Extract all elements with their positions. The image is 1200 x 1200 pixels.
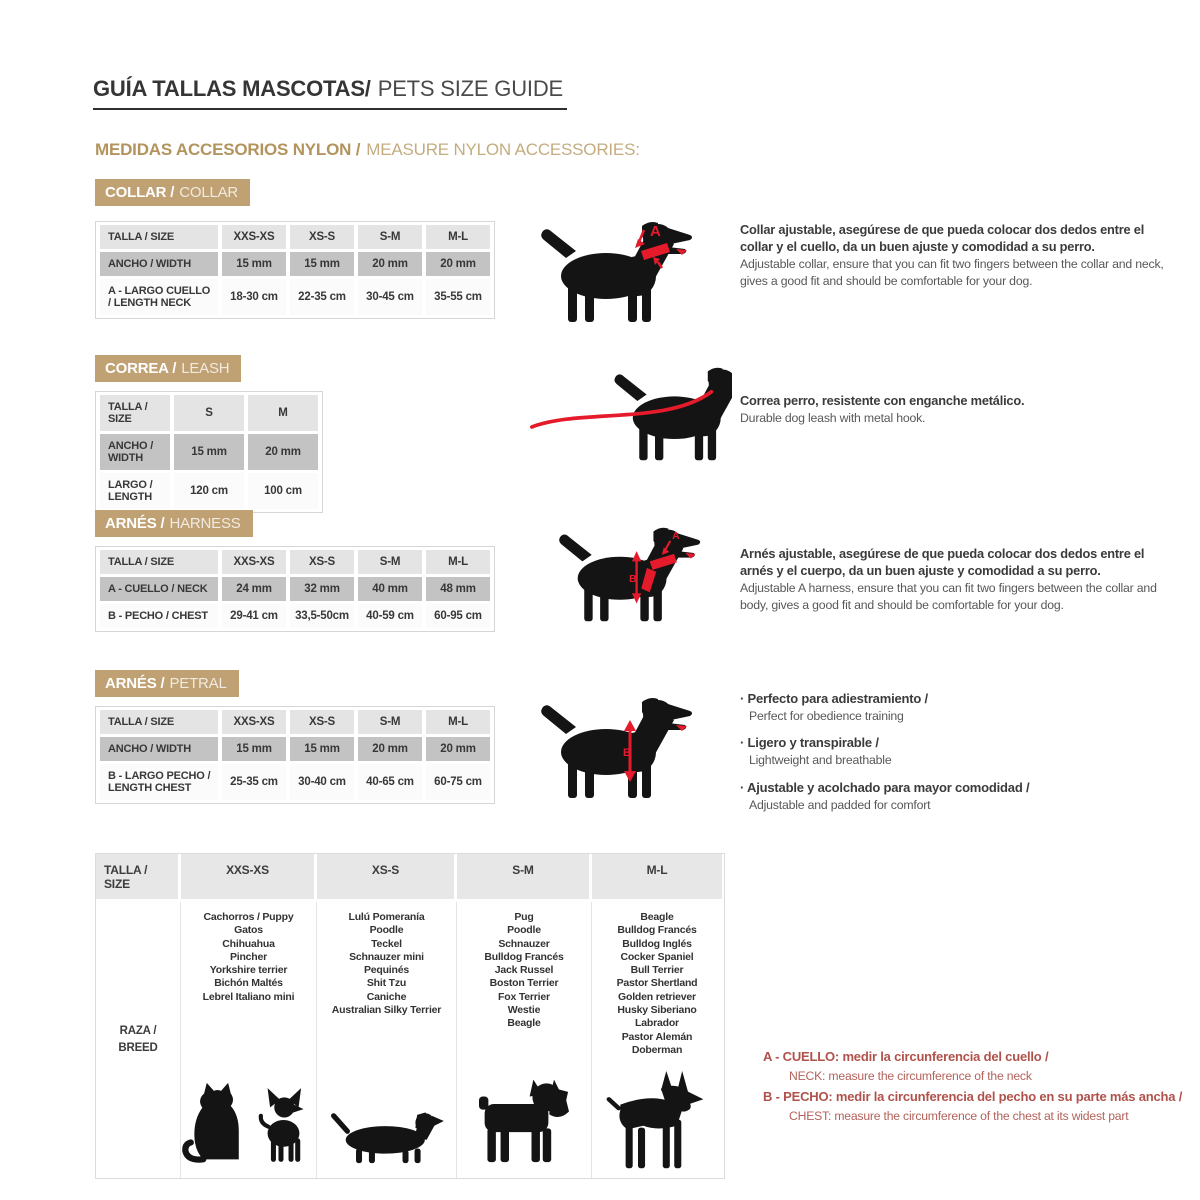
col-header: XS-S	[290, 550, 354, 574]
leash-description	[740, 393, 1180, 427]
row-label: LARGO / LENGTH	[100, 473, 170, 509]
cell-value: 48 mm	[426, 577, 490, 601]
cell-value: 18-30 cm	[222, 279, 286, 315]
table-row	[100, 252, 490, 276]
table-row	[100, 550, 490, 574]
dog-leash-figure	[528, 364, 732, 464]
silhouette-row	[329, 1102, 445, 1164]
page-title-en: PETS SIZE GUIDE	[377, 76, 563, 101]
col-header: S-M	[457, 854, 592, 899]
row-label: ANCHO / WIDTH	[100, 434, 170, 470]
collar-desc-es: Collar ajustable, asegúrese de que pueda colocar dos dedos entre el collar y el cuello, da un buen ajuste y comodidad a su perro.	[740, 222, 1145, 254]
cell-value: 40-59 cm	[358, 604, 422, 628]
note-es: A - CUELLO: medir la circunferencia del cuello /	[763, 1049, 1049, 1064]
breed-list: Lulú Pomeranía Poodle Teckel Schnauzer mini Pequinés Shit Tzu Caniche Australian Silky Terrier	[331, 911, 442, 1017]
cell-value: 25-35 cm	[222, 764, 286, 800]
measure-notes	[763, 1048, 1193, 1128]
page-title-es: GUÍA TALLAS MASCOTAS/	[93, 76, 371, 101]
cell-value: 20 mm	[248, 434, 318, 470]
cell-value: 20 mm	[358, 252, 422, 276]
leash-section-badge	[95, 355, 241, 382]
petral-feature-list	[740, 691, 1180, 824]
cell-value: 30-45 cm	[358, 279, 422, 315]
harness-desc-es: Arnés ajustable, asegúrese de que pueda colocar dos dedos entre el arnés y el cuerpo, da un buen ajuste y comodidad a su perro.	[740, 546, 1145, 578]
col-header: XXS-XS	[222, 710, 286, 734]
silhouette-row	[606, 1071, 708, 1170]
arrowhead-icon	[624, 720, 636, 731]
col-header: M	[248, 395, 318, 431]
neck-marker-label: A	[650, 223, 661, 240]
row-label: ANCHO / WIDTH	[100, 252, 218, 276]
cat-silhouette-icon	[181, 1080, 245, 1164]
col-header: TALLA / SIZE	[100, 395, 170, 431]
row-label: A - LARGO CUELLO / LENGTH NECK	[100, 279, 218, 315]
petral-badge-es: ARNÉS /	[105, 675, 165, 692]
col-header: XXS-XS	[181, 854, 317, 899]
cell-value: 15 mm	[290, 737, 354, 761]
cell-value: 35-55 cm	[426, 279, 490, 315]
cell-value: 29-41 cm	[222, 604, 286, 628]
breed-col-xxs-xs	[181, 902, 317, 1178]
dog-petral-figure	[538, 694, 698, 802]
leash-badge-en: LEASH	[181, 360, 230, 377]
page-title	[93, 76, 567, 110]
dog-harness-figure	[556, 524, 706, 625]
table-row	[100, 764, 490, 800]
note-item	[763, 1088, 1193, 1125]
note-en: CHEST: measure the circumference of the chest at its widest part	[789, 1108, 1129, 1123]
note-es: B - PECHO: medir la circunferencia del pecho en su parte más ancha /	[763, 1089, 1183, 1105]
collar-size-table	[95, 221, 495, 319]
col-header: TALLA / SIZE	[100, 710, 218, 734]
schnauzer-silhouette-icon	[475, 1074, 573, 1164]
cell-value: 32 mm	[290, 577, 354, 601]
table-row	[100, 710, 490, 734]
harness-badge-en: HARNESS	[169, 515, 241, 532]
col-header: S-M	[358, 225, 422, 249]
breed-list: Pug Poodle Schnauzer Bulldog Francés Jack Russel Boston Terrier Fox Terrier Westie Beagle	[484, 911, 564, 1030]
leash-size-table	[95, 391, 323, 513]
harness-badge-es: ARNÉS /	[105, 515, 165, 532]
cell-value: 40 mm	[358, 577, 422, 601]
dog-silhouette-icon	[541, 222, 692, 322]
chest-marker-label: B	[623, 747, 631, 759]
note-en: NECK: measure the circumference of the neck	[789, 1068, 1032, 1083]
page-subtitle	[95, 140, 640, 160]
breed-size-table	[95, 853, 725, 1179]
cell-value: 20 mm	[426, 737, 490, 761]
cell-value: 15 mm	[174, 434, 244, 470]
collar-badge-en: COLLAR	[179, 184, 239, 201]
col-header: M-L	[426, 710, 490, 734]
dachshund-silhouette-icon	[329, 1102, 445, 1164]
chest-marker-label: B	[629, 573, 637, 585]
cell-value: 20 mm	[426, 252, 490, 276]
table-row	[100, 577, 490, 601]
table-row	[100, 279, 490, 315]
arrowhead-icon	[632, 551, 641, 561]
breed-col-s-m	[457, 902, 592, 1178]
bullet-en: Lightweight and breathable	[749, 753, 892, 768]
cell-value: 30-40 cm	[290, 764, 354, 800]
neck-marker-label: A	[672, 530, 680, 542]
table-row	[100, 395, 318, 431]
list-item	[740, 780, 1180, 813]
table-row	[100, 604, 490, 628]
petral-size-table	[95, 706, 495, 804]
silhouette-row	[181, 1080, 317, 1164]
silhouette-row	[475, 1074, 573, 1164]
breed-table-body	[96, 902, 724, 1178]
note-item	[763, 1048, 1193, 1085]
leash-desc-es: Correa perro, resistente con enganche metálico.	[740, 393, 1025, 408]
col-header: XXS-XS	[222, 550, 286, 574]
cell-value: 40-65 cm	[358, 764, 422, 800]
breed-col-xs-s	[317, 902, 457, 1178]
cell-value: 60-95 cm	[426, 604, 490, 628]
list-item	[740, 691, 1180, 724]
cell-value: 24 mm	[222, 577, 286, 601]
cell-value: 22-35 cm	[290, 279, 354, 315]
col-header: XXS-XS	[222, 225, 286, 249]
collar-badge-es: COLLAR /	[105, 184, 175, 201]
breed-list: Beagle Bulldog Francés Bulldog Inglés Cocker Spaniel Bull Terrier Pastor Shertland Golden retriever Husky Siberiano Labrador Pastor Alemán Doberman	[616, 911, 698, 1056]
col-header: XS-S	[317, 854, 457, 899]
chihuahua-silhouette-icon	[255, 1086, 317, 1164]
col-header: XS-S	[290, 710, 354, 734]
table-row	[100, 434, 318, 470]
breed-col-m-l	[592, 902, 722, 1178]
cell-value: 15 mm	[290, 252, 354, 276]
bullet-en: Adjustable and padded for comfort	[749, 797, 931, 812]
col-header: M-L	[592, 854, 722, 899]
col-header: M-L	[426, 550, 490, 574]
dog-collar-figure	[538, 218, 698, 326]
leash-desc-en: Durable dog leash with metal hook.	[740, 410, 926, 425]
row-label: RAZA / BREED	[96, 902, 181, 1178]
col-header: XS-S	[290, 225, 354, 249]
cell-value: 15 mm	[222, 737, 286, 761]
dog-silhouette-icon	[541, 698, 692, 798]
cell-value: 100 cm	[248, 473, 318, 509]
cell-value: 33,5-50cm	[290, 604, 354, 628]
page-subtitle-en: MEASURE NYLON ACCESSORIES:	[366, 140, 640, 159]
harness-desc-en: Adjustable A harness, ensure that you can fit two fingers between the collar and body, gives a good fit and should be comfortable for your dog.	[740, 580, 1157, 612]
collar-description	[740, 222, 1180, 289]
cell-value: 15 mm	[222, 252, 286, 276]
cell-value: 60-75 cm	[426, 764, 490, 800]
breed-list: Cachorros / Puppy Gatos Chihuahua Pincher Yorkshire terrier Bichón Maltés Lebrel Italiano mini	[202, 911, 295, 1003]
collar-section-badge	[95, 179, 250, 206]
cell-value: 20 mm	[358, 737, 422, 761]
doberman-silhouette-icon	[606, 1071, 708, 1170]
petral-badge-en: PETRAL	[169, 675, 227, 692]
collar-desc-en: Adjustable collar, ensure that you can fit two fingers between the collar and neck, gives a good fit and should be comfortable for your dog.	[740, 256, 1164, 288]
harness-section-badge	[95, 510, 253, 537]
harness-size-table	[95, 546, 495, 632]
col-header: TALLA / SIZE	[100, 225, 218, 249]
col-header: TALLA / SIZE	[100, 550, 218, 574]
row-label: B - LARGO PECHO / LENGTH CHEST	[100, 764, 218, 800]
cell-value: 120 cm	[174, 473, 244, 509]
row-label: ANCHO / WIDTH	[100, 737, 218, 761]
col-header: TALLA / SIZE	[96, 854, 181, 899]
leash-badge-es: CORREA /	[105, 360, 177, 377]
col-header: S	[174, 395, 244, 431]
list-item	[740, 735, 1180, 768]
table-row	[100, 737, 490, 761]
harness-description	[740, 546, 1180, 613]
col-header: M-L	[426, 225, 490, 249]
row-label: B - PECHO / CHEST	[100, 604, 218, 628]
col-header: S-M	[358, 550, 422, 574]
bullet-en: Perfect for obedience training	[749, 708, 904, 723]
row-label: A - CUELLO / NECK	[100, 577, 218, 601]
petral-section-badge	[95, 670, 239, 697]
col-header: S-M	[358, 710, 422, 734]
page-subtitle-es: MEDIDAS ACCESORIOS NYLON /	[95, 140, 361, 159]
bullet-es: · Perfecto para adiestramiento /	[740, 691, 928, 706]
bullet-es: · Ligero y transpirable /	[740, 735, 879, 751]
table-row	[100, 225, 490, 249]
bullet-es: · Ajustable y acolchado para mayor comodidad /	[740, 779, 1030, 795]
breed-table-header	[96, 854, 724, 899]
table-row	[100, 473, 318, 509]
